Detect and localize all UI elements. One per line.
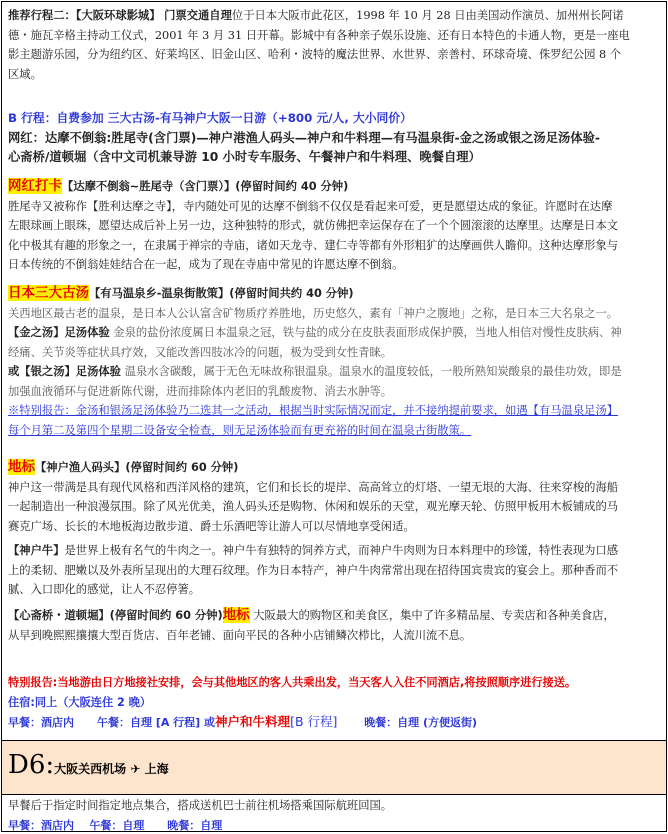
daruma-text-1: 胜尾寺又被称作【胜利达摩之寺】，寺内随处可见的达摩不倒翁不仅仅是看起来可爱，更是愿望达成的象征。许愿时在达摩 [8,199,613,213]
park-text-2: 德・施瓦辛格主持动工仪式，2001 年 3 月 31 日开幕。影城中有各种亲子娱乐设施、还有日本特色的卡通人物，更是一座电 [8,28,630,42]
gold-bath-paragraph [8,323,662,343]
arima-tag: 日本三大古汤 [8,285,89,301]
lunch-c-label: [B 行程] [290,714,338,729]
breakfast-label: 早餐：酒店内 [8,716,74,729]
daruma-section [2,177,667,275]
silver-bath-text-2: 加强血液循环与促进新陈代谢，进而排除体内老旧的乳酸废物、消去水肿等。 [8,384,393,398]
ticket-note: 门票交通自理 [164,9,232,22]
daruma-tag: 网红打卡 [8,178,62,194]
kobe-beef-paragraph [8,541,662,561]
day6-meals: 早餐：酒店内 午餐：自理 晚餐：自理 [8,818,223,832]
day5-footer [2,673,667,733]
silver-bath-text: 温泉水含碳酸，属于无色无味故称银温泉。温泉水的温度较低，一般所熟知炭酸泉的最佳功效，即是 [120,365,622,378]
day6-title [8,750,169,780]
dinner-label: 晚餐：自理 (方便返街) [364,716,478,729]
kobe-beef-text-2: 上的柔韧、肥嫩以及外表所呈现出的大理石纹理。作为日本特产，神户牛肉常常出现在招待国宾贵宾的宴会上。那种香而不 [8,563,619,577]
lunch-a-label: 午餐：自理 [A 行程] 或 [96,716,216,729]
park-paragraph [8,6,662,26]
daruma-head: 【达摩不倒翁~胜尾寺（含门票）】(停留时间约 40 分钟) [62,180,349,193]
b-trip-title: B 行程：自费参加 三大古汤-有马神户大阪一日游（+800 元/人, 大小同价） [8,111,412,125]
itinerary-page [1,1,667,832]
daruma-text-3: 化中极其有趣的形象之一，在隶属于禅宗的寺庙，诸如天龙寺、建仁寺等都有外形粗犷的达摩画供人瞻仰。这种达摩形象与 [8,238,619,252]
arima-section [2,284,667,440]
silver-bath-paragraph [8,362,662,382]
day6-label: D6: [8,750,55,780]
shinsaibashi-text-2: 从早到晚熙熙攘攘大型百货店、百年老铺、面向平民的各种小店铺鳞次栉比，人流川流不息。 [8,628,472,642]
park-title: 推荐行程二：【大阪环球影城】 [8,9,161,22]
harborland-text-1: 神户这一带满是具有现代风格和西洋风格的建筑，它们和长长的堤岸、高高耸立的灯塔、一望无垠的大海、往来穿梭的海船 [8,480,619,494]
day6-text: 早餐后于指定时间指定地点集合，搭成送机巴士前往机场搭乘国际航班回国。 [8,799,393,812]
b-trip-route-2: 心斋桥/道顿堀（含中文司机兼导游 10 小时专车服务、午餐神户和牛料理、晚餐自理） [8,150,481,164]
park-text-4: 区域。 [8,67,42,81]
day6-route: 大阪关西机场 ✈ 上海 [54,762,169,776]
arima-head: 【有马温泉乡-温泉街散策】(停留时间共约 40 分钟) [89,287,354,300]
special-report: 特别报告:当地游由日方地接社安排，会与其他地区的客人共乘出发，当天客人入住不同酒店,将按照顺序进行接送。 [8,676,577,689]
lunch-b-label: 神户和牛料理 [215,714,291,729]
stay-info: 住宿:同上（大阪连住 2 晚） [8,695,152,709]
shinsaibashi-head: 【心斋桥・道顿堀】(停留时间约 60 分钟) [8,609,223,622]
kobe-beef-text-3: 腻、入口即化的感觉，让人不忍停箸。 [8,583,201,596]
day6-header [2,740,666,795]
gold-bath-text: 金泉的盐份浓度属日本温泉之冠，铁与盐的成分在皮肤表面形成保护膜，当地人相信对慢性皮肤病、神 [109,326,622,339]
kobe-beef-text-1: 是世界上极有名气的牛肉之一。神户牛有独特的饲养方式，而神户牛肉则为日本料理中的珍馐，特性表现为口感 [64,544,619,557]
harborland-heading [8,458,662,478]
gold-bath-text-2: 经痛、关节炎等症状具疗效，又能改善四肢冰冷的问题，极为受到女性青睐。 [8,345,393,359]
kobe-beef-label: 【神户牛】 [8,544,65,557]
daruma-heading [8,177,662,197]
shinsaibashi-paragraph [8,606,662,626]
shinsaibashi-section [2,606,667,645]
harborland-text-2: 一起制造出一种浪漫氛围。除了风光优美，渔人码头还是购物、休闲和娱乐的天堂，观光摩天轮、仿照甲板用木板铺成的马 [8,500,619,513]
park-text-1: 位于日本大阪市此花区，1998 年 10 月 28 日由美国动作演员、加州州长阿诺 [231,9,624,22]
day6-body [2,796,667,832]
shinsaibashi-text-1: 大阪最大的购物区和美食区，集中了许多精品屋、专卖店和各种美食店， [249,609,615,622]
special-note-1[interactable]: ※特别报告：金汤和银汤足汤体验乃二选其一之活动，根据当时实际情况而定，并不接纳提前要求，如遇【有马温泉足汤】 [8,404,619,417]
b-trip-route-1: 网红：达摩不倒翁:胜尾寺(含门票)—神户港渔人码头—神户和牛料理—有马温泉街-金之汤或银之汤足汤体验- [8,130,601,145]
daruma-text-2: 左眼球画上眼珠，愿望达成后补上另一边，这种独特的形式，就仿佛把幸运保存在了一个个圆滚滚的达摩里。达摩是日本文 [8,219,619,232]
harborland-tag: 地标 [8,459,35,475]
b-trip-section [2,109,667,168]
kobe-beef-section [2,541,667,600]
gold-bath-label: 【金之汤】足汤体验 [8,326,110,339]
shinsaibashi-tag: 地标 [222,607,250,623]
park-text-3: 影主题游乐园，分为纽约区、好莱坞区、旧金山区、哈利・波特的魔法世界、水世界、亲善村、环球奇境、侏罗纪公园 8 个 [8,48,622,61]
arima-text-1: 关西地区最古老的温泉，是日本人公认富含矿物质疗养胜地，历史悠久，素有「神户之腹地」之称，是日本三大名泉之一。 [8,306,619,320]
special-note-2[interactable]: 每个月第二及第四个星期二设备安全检查，则无足汤体验而有更充裕的时间在温泉古街散策。 [8,423,472,437]
harborland-section [2,458,667,536]
silver-bath-label: 或【银之汤】足汤体验 [8,365,121,378]
arima-heading [8,284,662,304]
daruma-text-4: 日本传统的不倒翁娃娃结合在一起，成为了现在寺庙中常见的许愿达摩不倒翁。 [8,258,404,271]
day5-meals [8,712,662,733]
park-section [2,6,667,84]
harborland-text-3: 赛克广场、长长的木地板海边散步道、爵士乐酒吧等让游人可以尽情地享受闲适。 [8,519,415,533]
harborland-head: 【神户渔人码头】(停留时间约 60 分钟) [35,461,239,474]
